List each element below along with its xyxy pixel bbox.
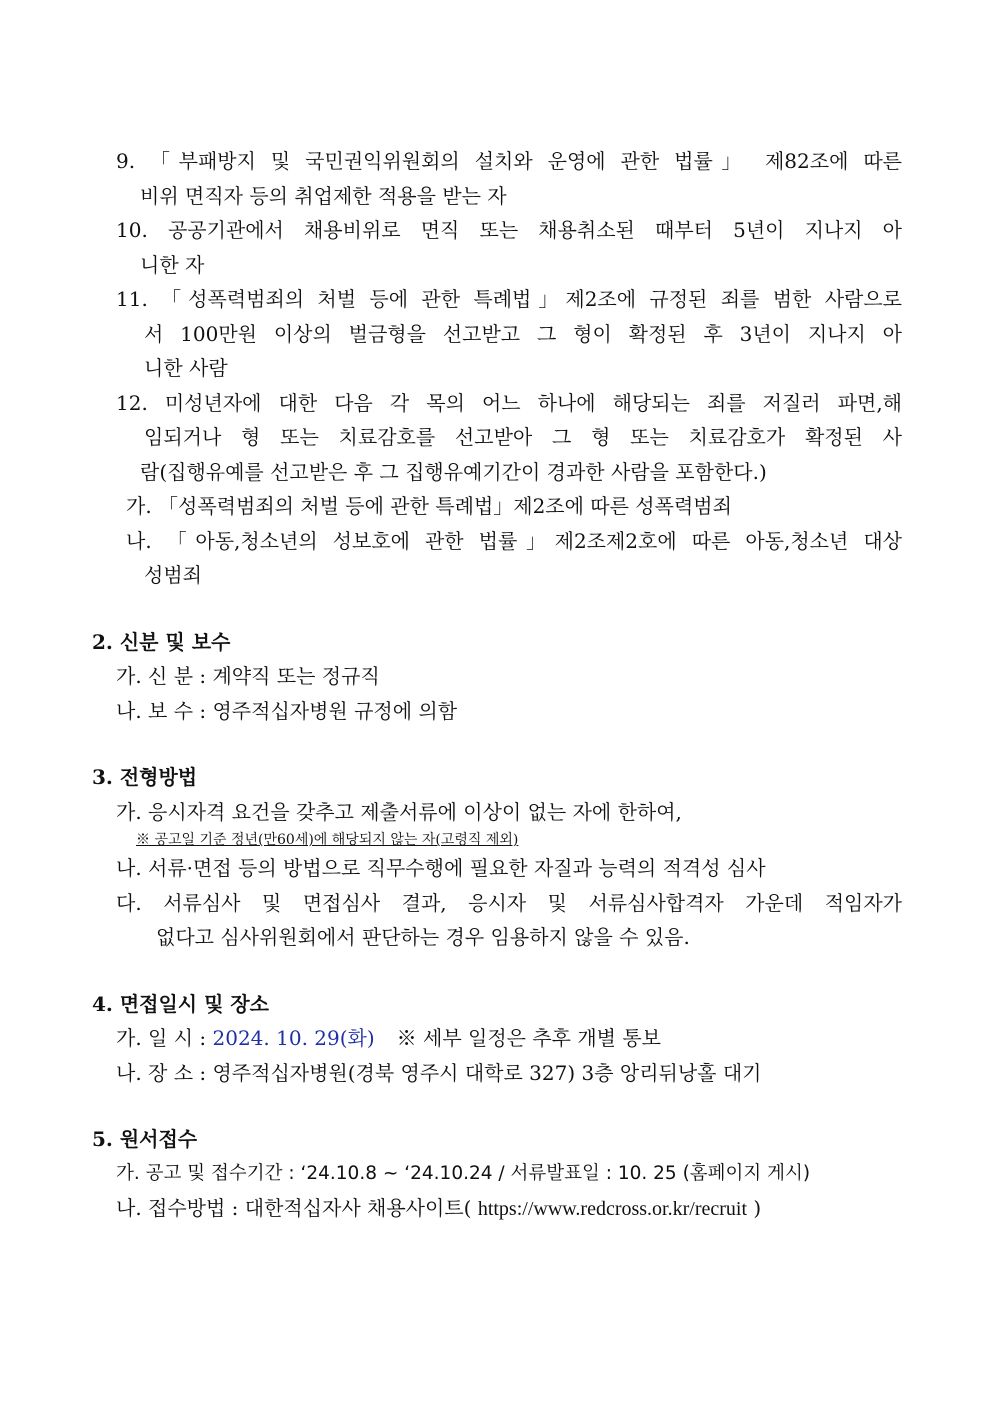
document-body [92, 144, 902, 1227]
item-11-line-3: 니한 사람 [144, 356, 228, 380]
interview-date: 2024. 10. 29(화) [212, 1026, 375, 1050]
section-4-ga-prefix: 가. 일 시 : [116, 1026, 213, 1050]
section-3-note [92, 829, 902, 851]
item-12-sub-na-line-1: 나. 「아동,청소년의 성보호에 관한 법률」제2조제2호에 따른 아동,청소년 대상 [126, 528, 902, 553]
section-3-da-line-1: 다. 서류심사 및 면접심사 결과, 응시자 및 서류심사합격자 가운데 적임자가 [116, 890, 902, 915]
section-2-na: 나. 보 수 : 영주적십자병원 규정에 의함 [116, 698, 458, 723]
section-gap [92, 728, 902, 760]
section-5-na-prefix: 나. 접수방법 : 대한적십자사 채용사이트( [116, 1196, 478, 1220]
item-12-sub-na-line-2: 성범죄 [144, 563, 202, 587]
section-5-heading: 5. 원서접수 [92, 1127, 198, 1151]
item-12-line-3: 람(집행유예를 선고받은 후 그 집행유예기간이 경과한 사람을 포함한다.) [140, 459, 767, 484]
item-12-sub-ga: 가. 「성폭력범죄의 처벌 등에 관한 특례법」제2조에 따른 성폭력범죄 [126, 494, 732, 518]
section-2-ga: 가. 신 분 : 계약직 또는 정규직 [116, 664, 380, 688]
section-5-ga: 가. 공고 및 접수기간 : ‘24.10.8 ~ ‘24.10.24 / 서류발표일 : 10. 25 (홈페이지 게시) [116, 1162, 811, 1184]
section-gap [92, 1090, 902, 1122]
item-12-line-2: 임되거나 형 또는 치료감호를 선고받아 그 형 또는 치료감호가 확정된 사 [144, 425, 902, 449]
section-4-na: 나. 장 소 : 영주적십자병원(경북 영주시 대학로 327) 3층 앙리뒤낭홀 대기 [116, 1060, 762, 1085]
section-3-note-text: ※ 공고일 기준 정년(만60세)에 해당되지 않는 자(고령직 제외) [136, 832, 519, 848]
section-3-na: 나. 서류·면접 등의 방법으로 직무수행에 필요한 자질과 능력의 적격성 심사 [116, 856, 766, 880]
item-9-line-1: 9. 「부패방지 및 국민권익위원회의 설치와 운영에 관한 법률」 제82조에 따른 [116, 149, 902, 173]
item-9-line-2: 비위 면직자 등의 취업제한 적용을 받는 자 [140, 183, 507, 208]
item-12-line-1: 12. 미성년자에 대한 다음 각 목의 어느 하나에 해당되는 죄를 저질러 파면,해 [116, 390, 902, 415]
section-5-na-suffix: ) [747, 1196, 762, 1220]
item-10-line-1: 10. 공공기관에서 채용비위로 면직 또는 채용취소된 때부터 5년이 지나지 아 [116, 218, 902, 242]
section-4-heading: 4. 면접일시 및 장소 [92, 991, 270, 1016]
section-gap [92, 955, 902, 987]
section-3-ga: 가. 응시자격 요건을 갖추고 제출서류에 이상이 없는 자에 한하여, [116, 799, 682, 824]
item-11-line-2: 서 100만원 이상의 벌금형을 선고받고 그 형이 확정된 후 3년이 지나지 아 [144, 321, 902, 346]
section-2-heading: 2. 신분 및 보수 [92, 629, 231, 654]
item-11-line-1: 11. 「성폭력범죄의 처벌 등에 관한 특례법」제2조에 규정된 죄를 범한 사람으로 [116, 287, 902, 311]
section-4-ga-note: ※ 세부 일정은 추후 개별 통보 [396, 1026, 661, 1050]
section-3-da-line-2: 없다고 심사위원회에서 판단하는 경우 임용하지 않을 수 있음. [156, 925, 690, 949]
item-10-line-2: 니한 자 [140, 252, 205, 277]
section-4-ga [92, 1021, 902, 1056]
recruit-url-link[interactable]: https://www.redcross.or.kr/recruit [477, 1198, 748, 1220]
section-gap [92, 593, 902, 625]
section-5-na [92, 1191, 902, 1227]
section-3-heading: 3. 전형방법 [92, 765, 198, 789]
